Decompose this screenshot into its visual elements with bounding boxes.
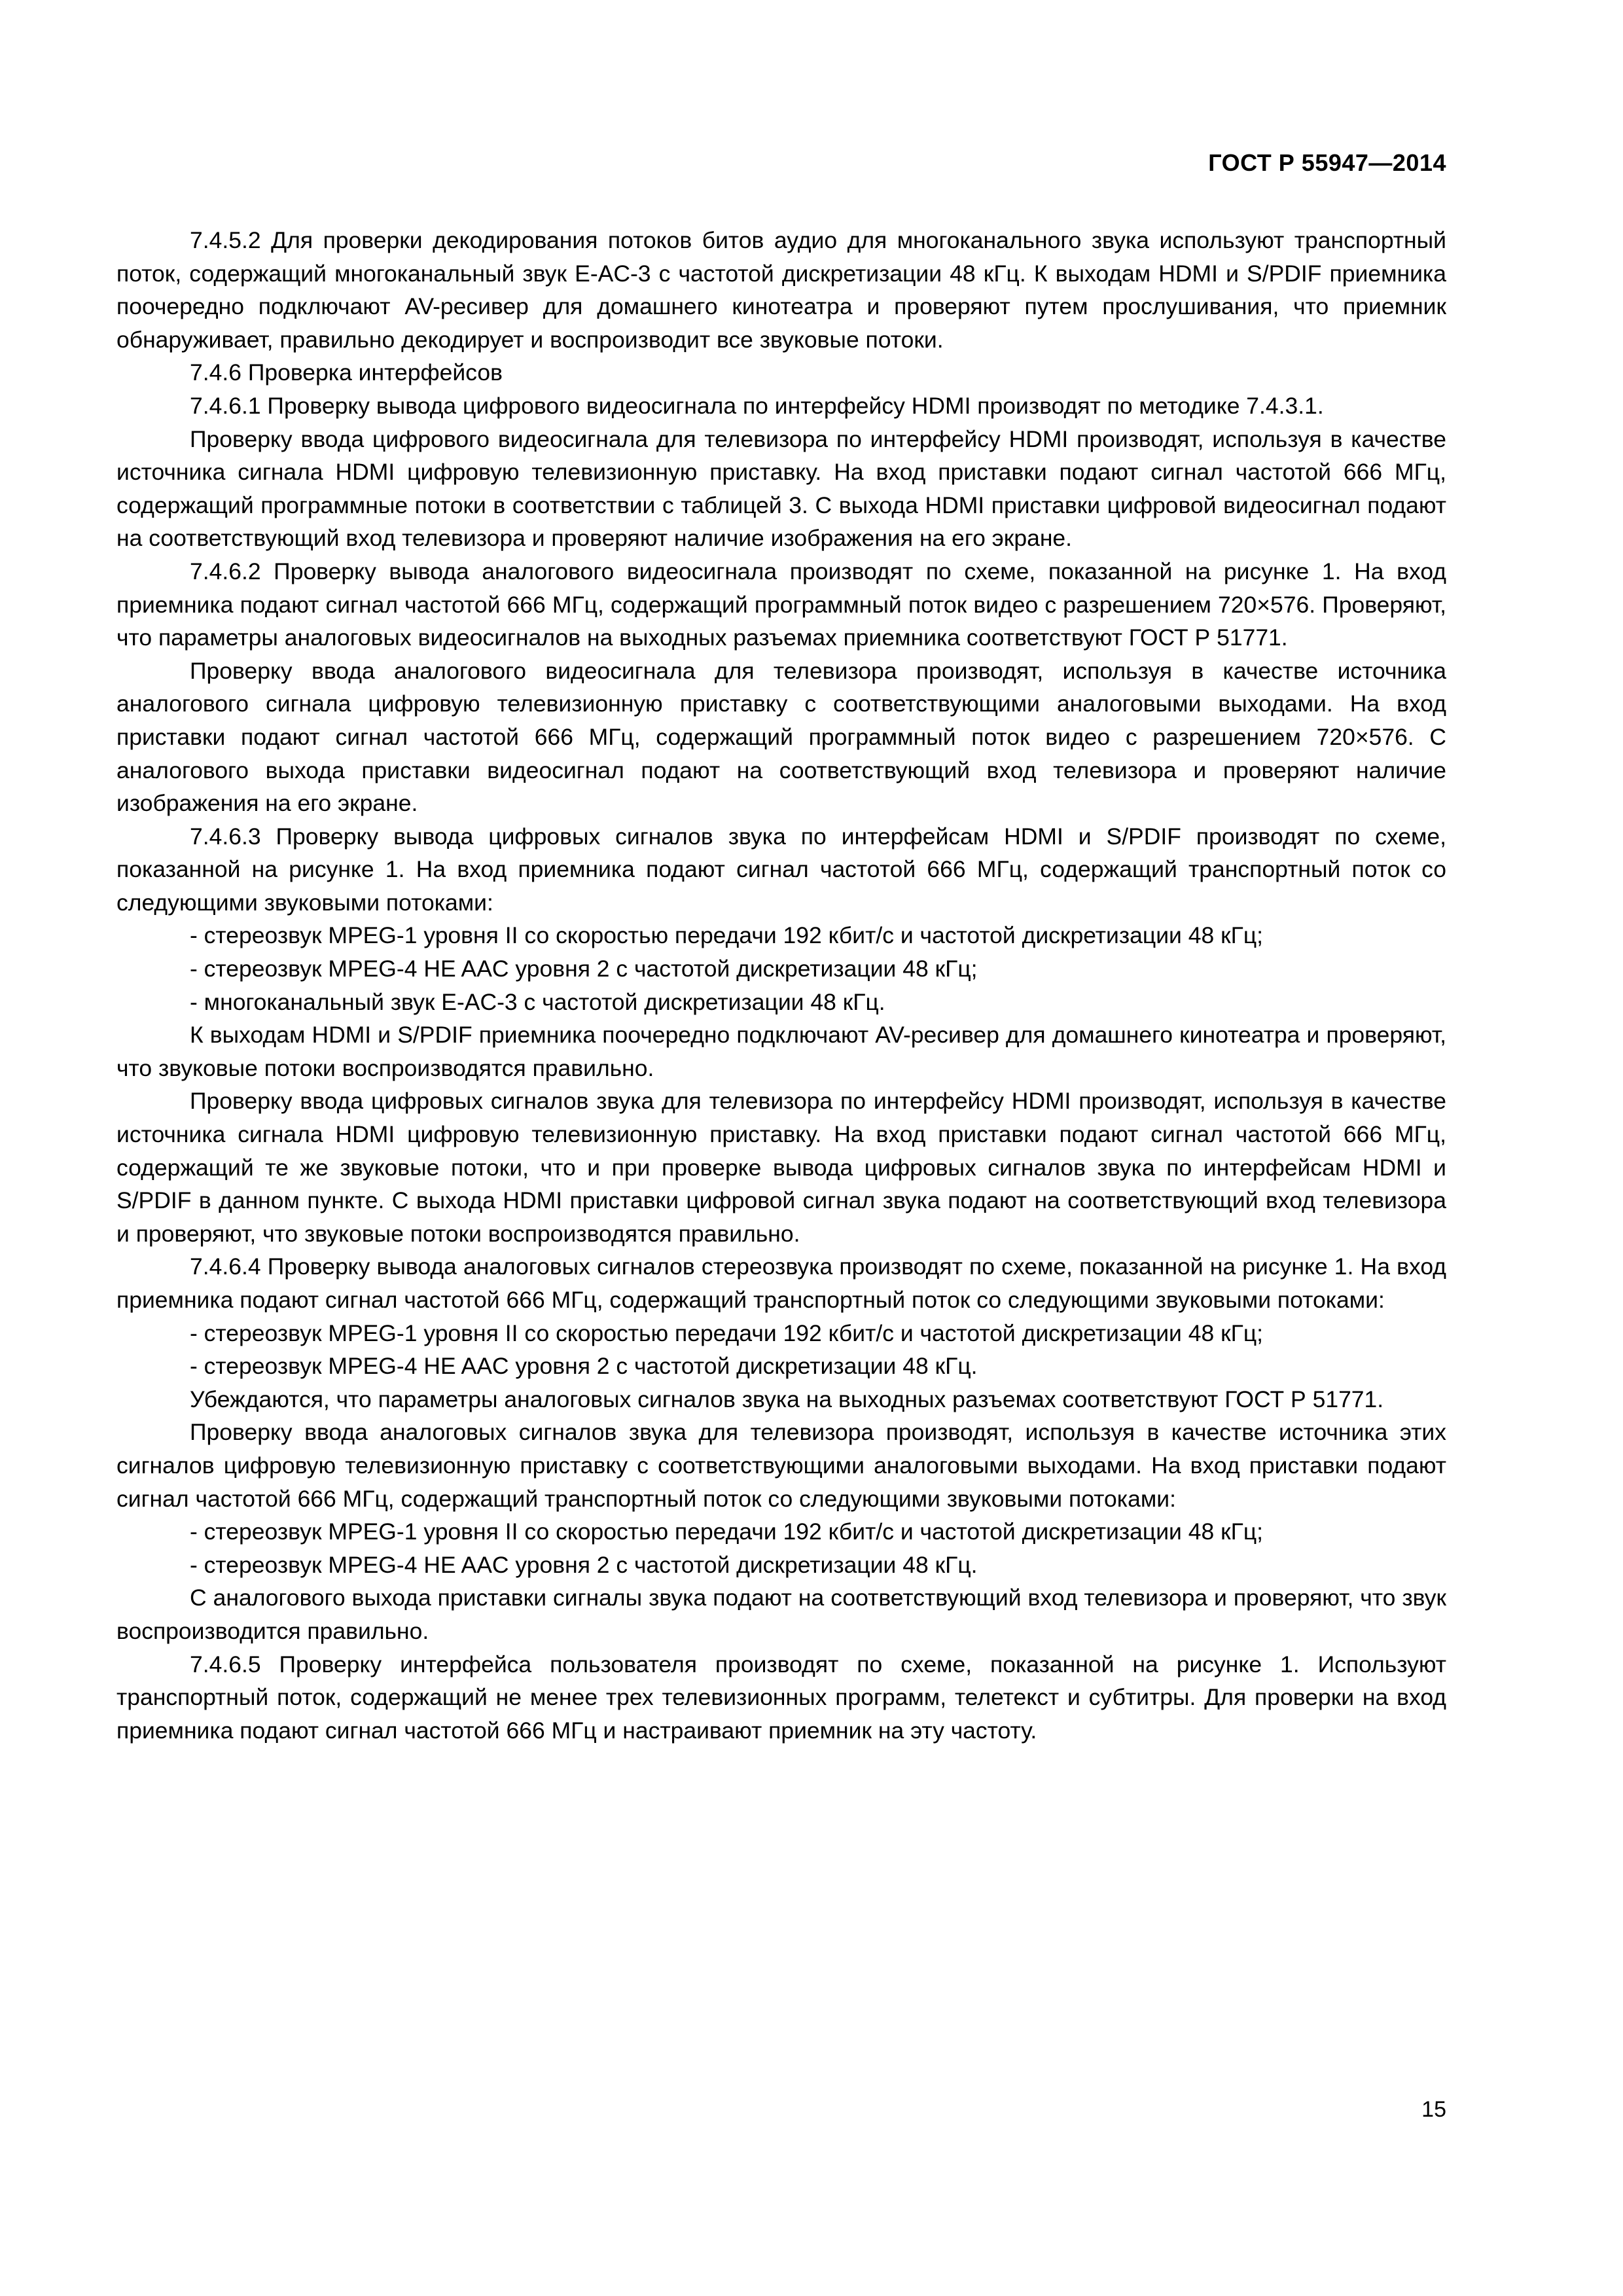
list-item: - стереозвук MPEG-4 HE AAC уровня 2 с частотой дискретизации 48 кГц. xyxy=(190,1353,978,1380)
paragraph-7-4-5-2: 7.4.5.2 Для проверки декодирования потоков битов аудио для многоканального звука используют транспортный поток, содержащий многоканальный звук E-AC-3 с частотой дискретизации 48 кГц. К выходам HDMI и S/PDIF приемника поочередно подключают AV-ресивер для домашнего кинотеатра и проверяют путем прослушивания, что приемник обнаруживает, правильно декодирует и воспроизводит все звуковые потоки. xyxy=(116,227,1446,353)
paragraph-7-4-6-4: 7.4.6.4 Проверку вывода аналоговых сигналов стереозвука производят по схеме, показанной на рисунке 1. На вход приемника подают сигнал частотой 666 МГц, содержащий транспортный поток со следующими звуковыми потоками: xyxy=(116,1253,1446,1313)
paragraph: Проверку ввода аналогового видеосигнала для телевизора производят, используя в качестве источника аналогового сигнала цифровую телевизионную приставку с соответствующими аналоговыми выходами. На вход приставки подают сигнал частотой 666 МГц, содержащий программный поток видео с разрешением 720×576. С аналогового выхода приставки видеосигнал подают на соответствующий вход телевизора и проверяют наличие изображения на его экране. xyxy=(116,657,1446,817)
paragraph: Проверку ввода аналоговых сигналов звука для телевизора производят, используя в качестве источника этих сигналов цифровую телевизионную приставку с соответствующими аналоговыми выходами. На вход приставки подают сигнал частотой 666 МГц, содержащий транспортный поток со следующими звуковыми потоками: xyxy=(116,1419,1446,1512)
paragraph: С аналогового выхода приставки сигналы звука подают на соответствующий вход телевизора и проверяют, что звук воспроизводится правильно. xyxy=(116,1585,1446,1644)
document-body xyxy=(116,224,1446,1747)
document-header: ГОСТ Р 55947—2014 xyxy=(1208,149,1446,176)
list-item: - многоканальный звук E-AC-3 с частотой дискретизации 48 кГц. xyxy=(190,988,885,1015)
paragraph: Проверку ввода цифровых сигналов звука для телевизора по интерфейсу HDMI производят, используя в качестве источника сигнала HDMI цифровую телевизионную приставку. На вход приставки подают сигнал частотой 666 МГц, содержащий те же звуковые потоки, что и при проверке вывода цифровых сигналов звука по интерфейсам HDMI и S/PDIF в данном пункте. С выхода HDMI приставки цифровой сигнал звука подают на соответствующий вход телевизора и проверяют, что звуковые потоки воспроизводятся правильно. xyxy=(116,1088,1446,1247)
page-number: 15 xyxy=(1421,2097,1446,2122)
list-item: - стереозвук MPEG-1 уровня II со скоростью передачи 192 кбит/с и частотой дискретизации 48 кГц; xyxy=(190,1319,1264,1346)
list-item: - стереозвук MPEG-4 HE AAC уровня 2 с частотой дискретизации 48 кГц; xyxy=(190,956,978,982)
paragraph: Проверку ввода цифрового видеосигнала для телевизора по интерфейсу HDMI производят, используя в качестве источника сигнала HDMI цифровую телевизионную приставку. На вход приставки подают сигнал частотой 666 МГц, содержащий программные потоки в соответствии с таблицей 3. С выхода HDMI приставки цифровой видеосигнал подают на соответствующий вход телевизора и проверяют наличие изображения на его экране. xyxy=(116,425,1446,552)
list-item: - стереозвук MPEG-1 уровня II со скоростью передачи 192 кбит/с и частотой дискретизации 48 кГц; xyxy=(190,1518,1264,1545)
list-item: - стереозвук MPEG-4 HE AAC уровня 2 с частотой дискретизации 48 кГц. xyxy=(190,1551,978,1578)
section-heading-7-4-6: 7.4.6 Проверка интерфейсов xyxy=(190,359,503,386)
paragraph-7-4-6-3: 7.4.6.3 Проверку вывода цифровых сигналов звука по интерфейсам HDMI и S/PDIF производят по схеме, показанной на рисунке 1. На вход приемника подают сигнал частотой 666 МГц, содержащий транспортный поток со следующими звуковыми потоками: xyxy=(116,823,1446,916)
paragraph: К выходам HDMI и S/PDIF приемника поочередно подключают AV-ресивер для домашнего кинотеатра и проверяют, что звуковые потоки воспроизводятся правильно. xyxy=(116,1022,1446,1081)
paragraph: Убеждаются, что параметры аналоговых сигналов звука на выходных разъемах соответствуют ГОСТ Р 51771. xyxy=(190,1386,1384,1412)
paragraph-7-4-6-5: 7.4.6.5 Проверку интерфейса пользователя производят по схеме, показанной на рисунке 1. Используют транспортный поток, содержащий не менее трех телевизионных программ, телетекст и субтитры. Для проверки на вход приемника подают сигнал частотой 666 МГц и настраивают приемник на эту частоту. xyxy=(116,1651,1446,1744)
paragraph-7-4-6-1: 7.4.6.1 Проверку вывода цифрового видеосигнала по интерфейсу HDMI производят по методике 7.4.3.1. xyxy=(190,392,1324,419)
list-item: - стереозвук MPEG-1 уровня II со скоростью передачи 192 кбит/с и частотой дискретизации 48 кГц; xyxy=(190,922,1264,949)
paragraph-7-4-6-2: 7.4.6.2 Проверку вывода аналогового видеосигнала производят по схеме, показанной на рисунке 1. На вход приемника подают сигнал частотой 666 МГц, содержащий программный поток видео с разрешением 720×576. Проверяют, что параметры аналоговых видеосигналов на выходных разъемах приемника соответствуют ГОСТ Р 51771. xyxy=(116,558,1446,651)
